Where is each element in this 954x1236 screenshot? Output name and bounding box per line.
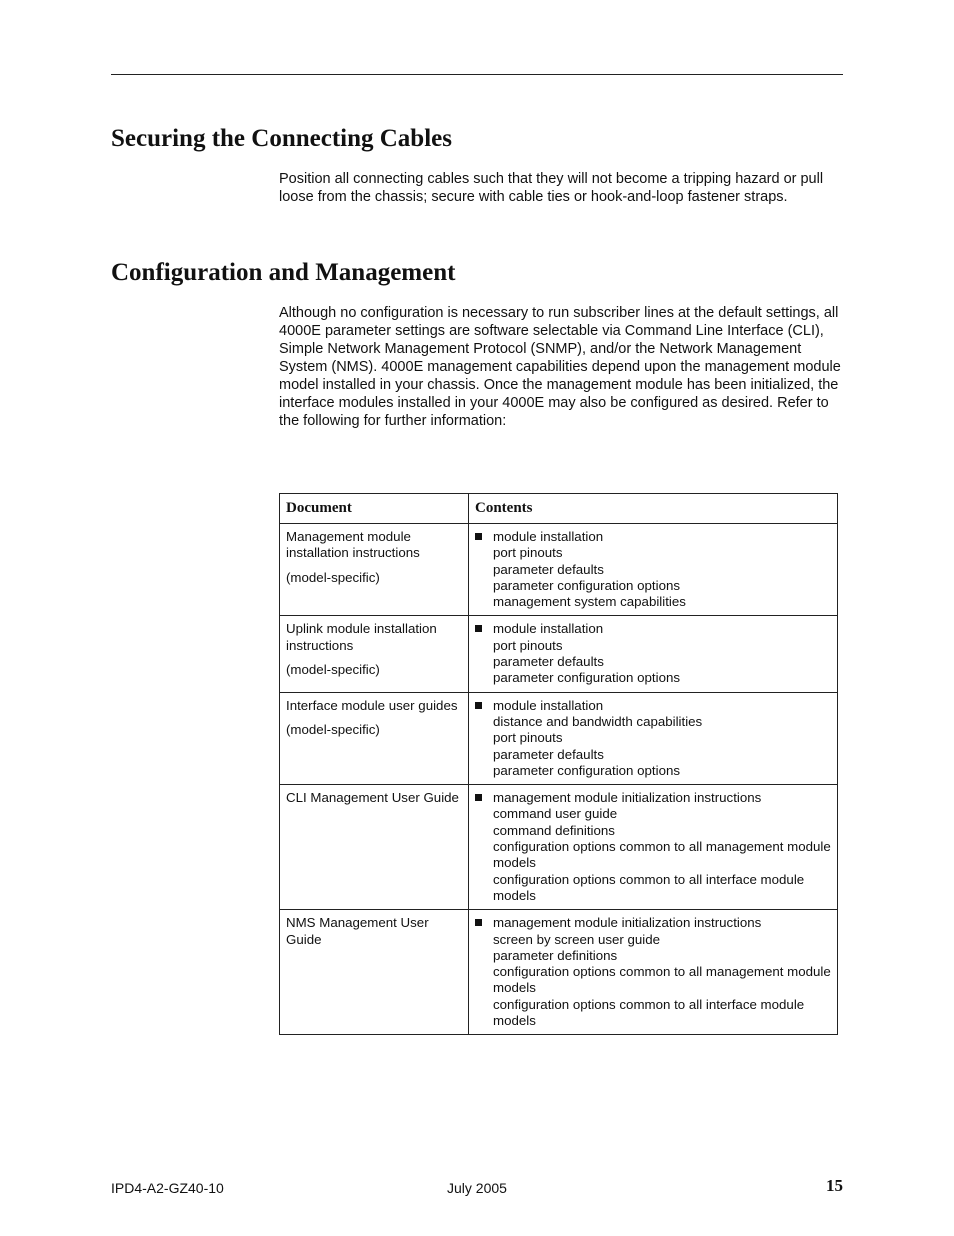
square-bullet-icon [475, 919, 482, 926]
list-item: distance and bandwidth capabilities [493, 713, 703, 729]
table-row [280, 692, 838, 784]
contents-list [475, 621, 831, 686]
document-name: Interface module user guides [286, 697, 458, 713]
list-item: configuration options common to all interface module models [493, 871, 805, 903]
list-item: parameter defaults [493, 746, 604, 762]
list-item: parameter defaults [493, 561, 604, 577]
list-item: management module initialization instructions [493, 790, 762, 806]
contents-cell [469, 692, 838, 784]
list-item: parameter defaults [493, 654, 604, 670]
table-body [280, 524, 838, 1035]
contents-cell [469, 910, 838, 1035]
list-item: parameter configuration options [493, 762, 681, 778]
list-item: module installation [493, 697, 604, 713]
square-bullet-icon [475, 533, 482, 540]
contents-cell [469, 785, 838, 910]
list-item: parameter configuration options [493, 670, 681, 686]
contents-list [475, 698, 831, 779]
document-cell [280, 616, 469, 692]
document-name: Management module installation instructions [286, 529, 420, 561]
table-row [280, 524, 838, 616]
list-item: management module initialization instructions [493, 915, 762, 931]
list-item: configuration options common to all management module models [493, 839, 831, 871]
contents-cell [469, 616, 838, 692]
document-name: CLI Management User Guide [286, 790, 459, 806]
list-item: port pinouts [493, 730, 563, 746]
table-row [280, 616, 838, 692]
document-cell [280, 785, 469, 910]
document-cell [280, 524, 469, 616]
list-item: parameter definitions [493, 947, 618, 963]
documents-table [279, 493, 838, 1035]
table-row [280, 910, 838, 1035]
document-cell [280, 692, 469, 784]
list-item: command definitions [493, 822, 615, 838]
list-item: configuration options common to all interface module models [493, 996, 805, 1029]
page-number: 15 [826, 1176, 843, 1195]
header-rule [111, 74, 843, 75]
footer-date: July 2005 [447, 1180, 507, 1196]
column-header-document: Document [280, 494, 469, 524]
document-name: NMS Management User Guide [286, 915, 429, 947]
square-bullet-icon [475, 794, 482, 801]
document-note: (model-specific) [286, 662, 380, 678]
list-item: command user guide [493, 806, 618, 822]
document-cell [280, 910, 469, 1035]
list-item: configuration options common to all management module models [493, 964, 831, 996]
section-heading-securing-cables: Securing the Connecting Cables [111, 125, 452, 152]
list-item: parameter configuration options [493, 577, 681, 593]
list-item: module installation [493, 621, 604, 637]
contents-list [475, 790, 831, 904]
table-row [280, 785, 838, 910]
document-name: Uplink module installation instructions [286, 621, 437, 653]
column-header-contents: Contents [469, 494, 838, 524]
list-item: module installation [493, 529, 604, 544]
list-item: management system capabilities [493, 594, 686, 610]
section-body-securing-cables: Position all connecting cables such that they will not become a tripping hazard or pull loose from the chassis; secure with cable ties or hook-and-loop fastener straps. [279, 171, 824, 205]
list-item: port pinouts [493, 637, 563, 653]
section-heading-configuration: Configuration and Management [111, 259, 456, 286]
list-item: screen by screen user guide [493, 931, 661, 947]
document-note: (model-specific) [286, 721, 380, 737]
square-bullet-icon [475, 625, 482, 632]
square-bullet-icon [475, 702, 482, 709]
document-note: (model-specific) [286, 569, 380, 585]
list-item: port pinouts [493, 545, 563, 561]
contents-cell [469, 524, 838, 616]
footer-document-code: IPD4-A2-GZ40-10 [111, 1180, 224, 1196]
section-body-configuration: Although no configuration is necessary to run subscriber lines at the default settings, all 4000E parameter settings are software selectable via Command Line Interface (CLI), Simple Network Management Protocol (SNMP), and/or the Network Management System (NMS). 4000E management capabilities depend upon the management module model installed in your chassis. Once the management module has been initialized, the interface modules installed in your 4000E may also be configured as desired. Refer to the following for further information: [279, 305, 841, 429]
contents-list [475, 915, 831, 1029]
table-header-row [280, 494, 838, 524]
contents-list [475, 529, 831, 610]
